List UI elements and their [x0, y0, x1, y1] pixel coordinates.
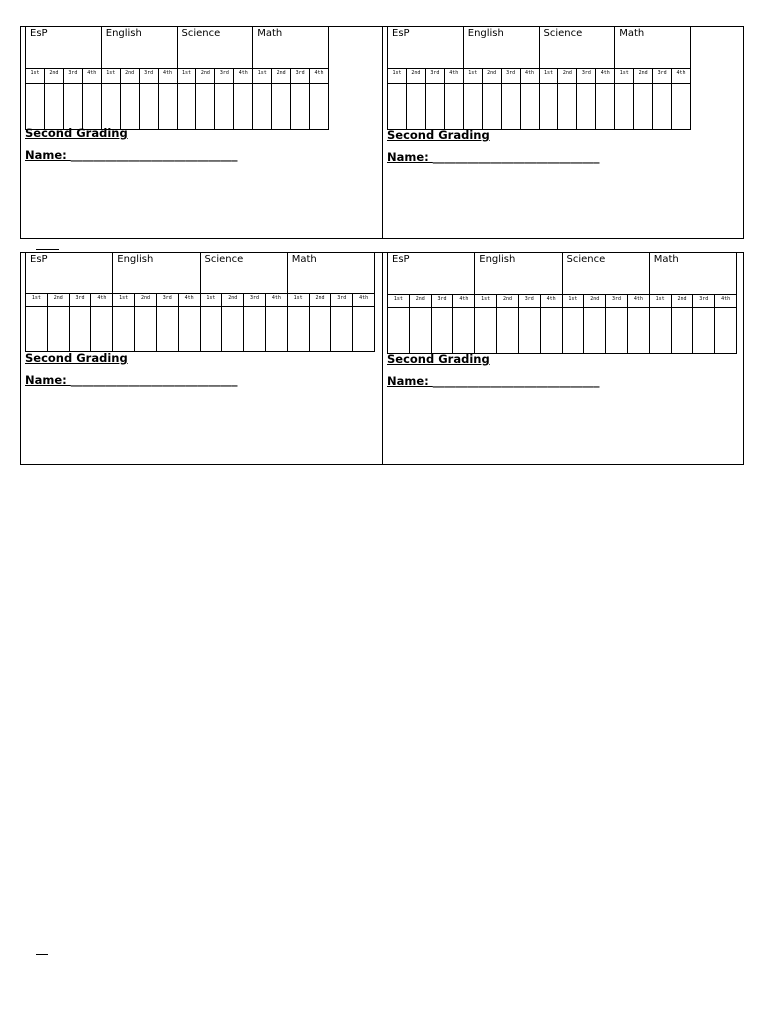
grade-cell[interactable]: [518, 308, 540, 354]
grade-cell[interactable]: [596, 84, 615, 130]
grade-cell[interactable]: [47, 307, 69, 352]
quarter-header: 1st: [200, 294, 222, 307]
quarter-header: 3rd: [156, 294, 178, 307]
quarter-header: 2nd: [120, 69, 139, 84]
frame-divider: [382, 27, 383, 238]
grade-cell[interactable]: [139, 84, 158, 130]
quarter-header: 4th: [672, 69, 691, 84]
grade-cell[interactable]: [584, 308, 606, 354]
grading-period-label: Second Grading: [387, 352, 490, 366]
grade-cell[interactable]: [501, 84, 520, 130]
quarter-header: 2nd: [409, 295, 431, 308]
grades-table: [25, 252, 375, 352]
quarter-header: 1st: [388, 69, 407, 84]
quarter-header: 3rd: [139, 69, 158, 84]
grade-cell[interactable]: [196, 84, 215, 130]
grade-cell[interactable]: [606, 308, 628, 354]
grade-cell[interactable]: [331, 307, 353, 352]
subject-header-math: Math: [253, 27, 329, 69]
grade-cell[interactable]: [253, 84, 272, 130]
quarter-header: 3rd: [606, 295, 628, 308]
stray-underline-mark: [36, 954, 48, 955]
quarter-header: 1st: [287, 294, 309, 307]
quarter-header: 4th: [178, 294, 200, 307]
grade-cell[interactable]: [309, 307, 331, 352]
quarter-header: 1st: [475, 295, 497, 308]
grade-cell[interactable]: [234, 84, 253, 130]
subject-header-esp: EsP: [26, 253, 113, 294]
quarter-header: 2nd: [671, 295, 693, 308]
subject-header-english: English: [113, 253, 200, 294]
quarter-header: 4th: [234, 69, 253, 84]
grade-cell[interactable]: [200, 307, 222, 352]
student-name-label: [387, 150, 600, 164]
quarter-header: 3rd: [69, 294, 91, 307]
grading-period-label: Second Grading: [387, 128, 490, 142]
grade-cell[interactable]: [539, 84, 558, 130]
name-caption: Name:: [25, 373, 71, 387]
subject-header-esp: EsP: [26, 27, 102, 69]
grade-cell[interactable]: [63, 84, 82, 130]
quarter-header: 3rd: [291, 69, 310, 84]
grade-cell[interactable]: [287, 307, 309, 352]
quarter-header: 4th: [158, 69, 177, 84]
grade-cell[interactable]: [135, 307, 157, 352]
quarter-header: 1st: [26, 69, 45, 84]
quarter-header: 4th: [627, 295, 649, 308]
subject-header-science: Science: [177, 27, 253, 69]
grade-cell[interactable]: [177, 84, 196, 130]
quarter-header: 4th: [91, 294, 113, 307]
quarter-header: 4th: [82, 69, 101, 84]
quarter-header: 4th: [444, 69, 463, 84]
quarter-header: 2nd: [497, 295, 519, 308]
grade-cell[interactable]: [540, 308, 562, 354]
grade-cell[interactable]: [409, 308, 431, 354]
grade-cell[interactable]: [113, 307, 135, 352]
grade-cell[interactable]: [91, 307, 113, 352]
quarter-header: 2nd: [44, 69, 63, 84]
quarter-header: 4th: [540, 295, 562, 308]
grade-cell[interactable]: [265, 307, 287, 352]
quarter-header: 1st: [101, 69, 120, 84]
grade-cell[interactable]: [671, 308, 693, 354]
student-name-label: [25, 373, 238, 387]
subject-header-english: English: [101, 27, 177, 69]
grade-cell[interactable]: [353, 307, 375, 352]
grade-cell[interactable]: [520, 84, 539, 130]
quarter-header: 1st: [615, 69, 634, 84]
quarter-header: 1st: [388, 295, 410, 308]
grade-cell[interactable]: [627, 308, 649, 354]
quarter-header: 4th: [453, 295, 475, 308]
grade-cell[interactable]: [463, 84, 482, 130]
grades-table: [387, 26, 691, 130]
grade-cell[interactable]: [453, 308, 475, 354]
quarter-header: 4th: [520, 69, 539, 84]
name-line[interactable]: _____________________________: [70, 148, 238, 162]
quarter-header: 4th: [310, 69, 329, 84]
grade-cell[interactable]: [222, 307, 244, 352]
quarter-header: 1st: [177, 69, 196, 84]
grade-cell[interactable]: [497, 308, 519, 354]
name-caption: Name:: [387, 374, 433, 388]
subject-header-english: English: [475, 253, 562, 295]
quarter-header: 1st: [649, 295, 671, 308]
grade-cell[interactable]: [634, 84, 653, 130]
quarter-header: 4th: [265, 294, 287, 307]
quarter-header: 4th: [715, 295, 737, 308]
quarter-header: 2nd: [482, 69, 501, 84]
grade-cell[interactable]: [615, 84, 634, 130]
grade-cell[interactable]: [178, 307, 200, 352]
name-caption: Name:: [25, 148, 71, 162]
subject-header-science: Science: [200, 253, 287, 294]
grade-cell[interactable]: [431, 308, 453, 354]
grades-table: [387, 252, 737, 354]
quarter-header: 3rd: [244, 294, 266, 307]
quarter-header: 1st: [463, 69, 482, 84]
grade-cell[interactable]: [26, 307, 48, 352]
quarter-header: 3rd: [501, 69, 520, 84]
quarter-header: 3rd: [215, 69, 234, 84]
grade-cell[interactable]: [82, 84, 101, 130]
quarter-header: 4th: [353, 294, 375, 307]
stray-underline-mark: [36, 249, 59, 250]
grade-cell[interactable]: [653, 84, 672, 130]
subject-header-esp: EsP: [388, 27, 464, 69]
student-name-label: [25, 148, 238, 162]
grade-cell[interactable]: [44, 84, 63, 130]
subject-header-math: Math: [649, 253, 736, 295]
quarter-header: 2nd: [196, 69, 215, 84]
grade-cell[interactable]: [272, 84, 291, 130]
grade-cell[interactable]: [406, 84, 425, 130]
grade-cell[interactable]: [715, 308, 737, 354]
subject-header-esp: EsP: [388, 253, 475, 295]
grade-cell[interactable]: [101, 84, 120, 130]
grade-cell[interactable]: [475, 308, 497, 354]
grade-cell[interactable]: [482, 84, 501, 130]
grade-cell[interactable]: [672, 84, 691, 130]
subject-header-math: Math: [287, 253, 374, 294]
quarter-header: 4th: [596, 69, 615, 84]
quarter-header: 2nd: [272, 69, 291, 84]
grade-cell[interactable]: [388, 84, 407, 130]
quarter-header: 3rd: [431, 295, 453, 308]
grade-cell[interactable]: [444, 84, 463, 130]
grade-cell[interactable]: [215, 84, 234, 130]
grade-cell[interactable]: [577, 84, 596, 130]
grading-period-label: Second Grading: [25, 126, 128, 140]
quarter-header: 2nd: [135, 294, 157, 307]
frame-divider: [382, 253, 383, 464]
subject-header-science: Science: [562, 253, 649, 295]
grade-cell[interactable]: [425, 84, 444, 130]
subject-header-science: Science: [539, 27, 615, 69]
grade-cell[interactable]: [649, 308, 671, 354]
student-name-label: [387, 374, 600, 388]
quarter-header: 3rd: [63, 69, 82, 84]
name-line[interactable]: _____________________________: [70, 373, 238, 387]
quarter-header: 3rd: [425, 69, 444, 84]
grading-period-label: Second Grading: [25, 351, 128, 365]
quarter-header: 1st: [539, 69, 558, 84]
grade-cell[interactable]: [244, 307, 266, 352]
quarter-header: 2nd: [309, 294, 331, 307]
quarter-header: 2nd: [406, 69, 425, 84]
quarter-header: 2nd: [584, 295, 606, 308]
grade-cell[interactable]: [388, 308, 410, 354]
name-caption: Name:: [387, 150, 433, 164]
quarter-header: 3rd: [577, 69, 596, 84]
quarter-header: 3rd: [518, 295, 540, 308]
grade-cell[interactable]: [156, 307, 178, 352]
grade-cell[interactable]: [310, 84, 329, 130]
grade-cell[interactable]: [120, 84, 139, 130]
quarter-header: 1st: [26, 294, 48, 307]
grades-table: [25, 26, 329, 130]
name-line[interactable]: _____________________________: [432, 374, 600, 388]
subject-header-math: Math: [615, 27, 691, 69]
quarter-header: 3rd: [693, 295, 715, 308]
name-line[interactable]: _____________________________: [432, 150, 600, 164]
grade-cell[interactable]: [158, 84, 177, 130]
grade-cell[interactable]: [291, 84, 310, 130]
quarter-header: 2nd: [222, 294, 244, 307]
quarter-header: 3rd: [331, 294, 353, 307]
grade-cell[interactable]: [562, 308, 584, 354]
subject-header-english: English: [463, 27, 539, 69]
grade-cell[interactable]: [69, 307, 91, 352]
quarter-header: 1st: [113, 294, 135, 307]
quarter-header: 2nd: [558, 69, 577, 84]
grade-cell[interactable]: [26, 84, 45, 130]
quarter-header: 1st: [253, 69, 272, 84]
quarter-header: 1st: [562, 295, 584, 308]
grade-cell[interactable]: [558, 84, 577, 130]
quarter-header: 3rd: [653, 69, 672, 84]
grade-cell[interactable]: [693, 308, 715, 354]
quarter-header: 2nd: [47, 294, 69, 307]
quarter-header: 2nd: [634, 69, 653, 84]
